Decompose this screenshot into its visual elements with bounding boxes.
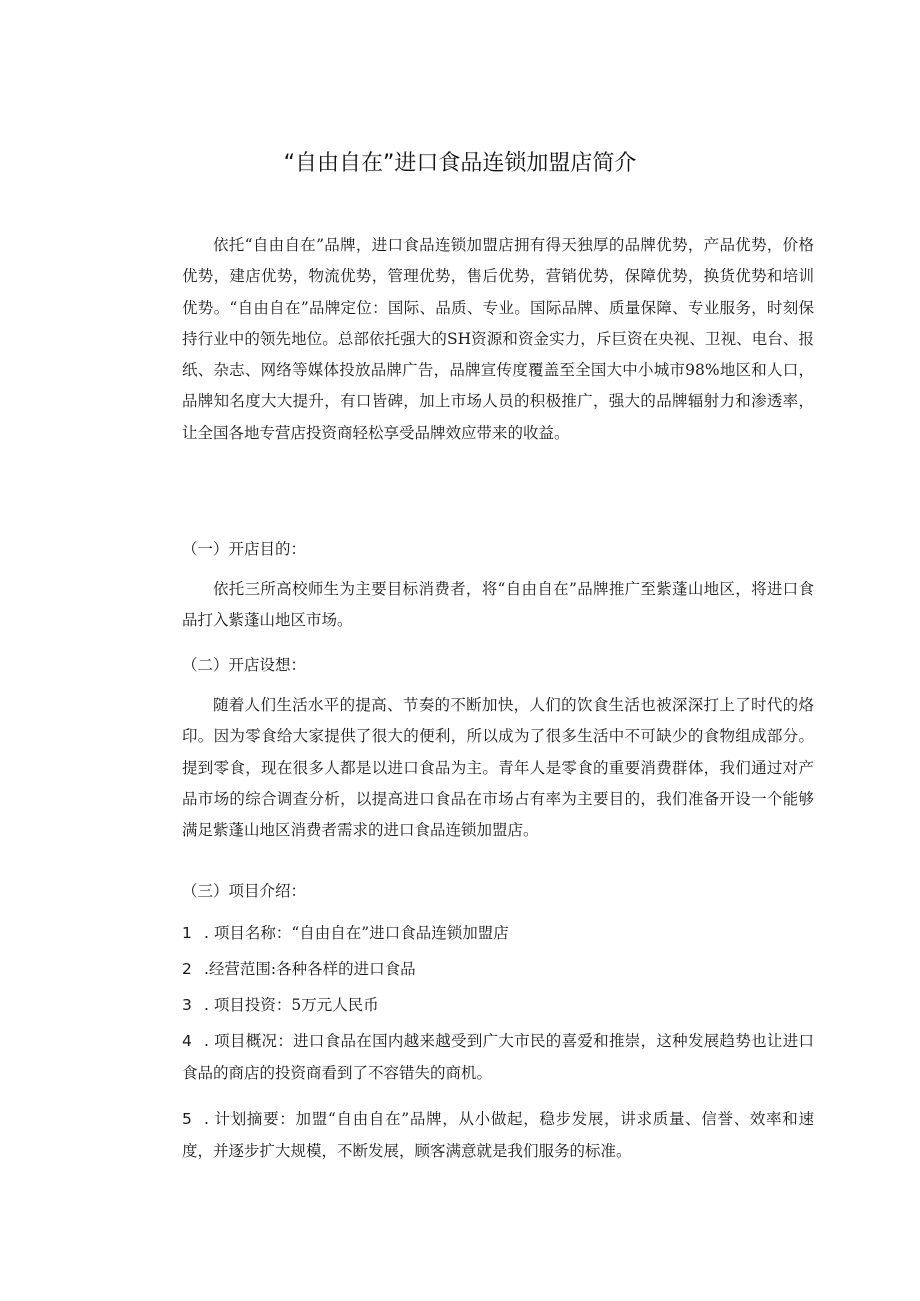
intro-paragraph: 依托“自由自在”品牌，进口食品连锁加盟店拥有得天独厚的品牌优势，产品优势，价格优势，建店优势，物流优势，管理优势，售后优势，营销优势，保障优势，换货优势和培训优势。“自由自在”品牌定位：国际、品质、专业。国际品牌、质量保障、专业服务，时刻保持行业中的领先地位。总部依托强大的SH资源和资金实力，斥巨资在央视、卫视、电台、报纸、杂志、网络等媒体投放品牌广告，品牌宣传度覆盖至全国大中小城市98%地区和人口，品牌知名度大大提升，有口皆碑，加上市场人员的积极推广，强大的品牌辐射力和渗透率，让全国各地专营店投资商轻松享受品牌效应带来的收益。 xyxy=(182,236,814,442)
project-item xyxy=(182,1104,814,1167)
section-heading-concept: （二）开店设想： xyxy=(182,656,307,674)
project-item xyxy=(182,918,814,950)
project-item xyxy=(182,1026,814,1089)
section-body-purpose: 依托三所高校师生为主要目标消费者，将“自由自在”品牌推广至紫蓬山地区，将进口食品打入紫蓬山地区市场。 xyxy=(182,580,814,630)
item-number: 1 xyxy=(182,924,192,942)
item-text: .经营范围:各种各样的进口食品 xyxy=(204,960,416,978)
item-text: . 计划摘要：加盟“自由自在”品牌，从小做起，稳步发展，讲求质量、信誉、效率和速度，并逐步扩大规模，不断发展，顾客满意就是我们服务的标准。 xyxy=(182,1110,814,1160)
section-heading-project: （三）项目介绍： xyxy=(182,882,307,900)
document-title: “自由自在”进口食品连锁加盟店简介 xyxy=(283,151,637,176)
item-number: 2 xyxy=(182,960,192,978)
section-body-concept: 随着人们生活水平的提高、节奏的不断加快，人们的饮食生活也被深深打上了时代的烙印。因为零食给大家提供了很大的便利，所以成为了很多生活中不可缺少的食物组成部分。提到零食，现在很多人都是以进口食品为主。青年人是零食的重要消费群体，我们通过对产品市场的综合调查分析，以提高进口食品在市场占有率为主要目的，我们准备开设一个能够满足紫蓬山地区消费者需求的进口食品连锁加盟店。 xyxy=(182,696,814,840)
item-text: . 项目投资：5万元人民币 xyxy=(204,996,379,1014)
item-number: 4 xyxy=(182,1032,192,1050)
project-item xyxy=(182,954,814,986)
item-text: . 项目名称：“自由自在”进口食品连锁加盟店 xyxy=(204,924,509,942)
project-item xyxy=(182,990,814,1022)
item-text: . 项目概况：进口食品在国内越来越受到广大市民的喜爱和推崇，这种发展趋势也让进口食品的商店的投资商看到了不容错失的商机。 xyxy=(182,1032,814,1082)
item-number: 3 xyxy=(182,996,192,1014)
item-number: 5 xyxy=(182,1110,192,1128)
section-heading-purpose: （一）开店目的： xyxy=(182,540,307,558)
